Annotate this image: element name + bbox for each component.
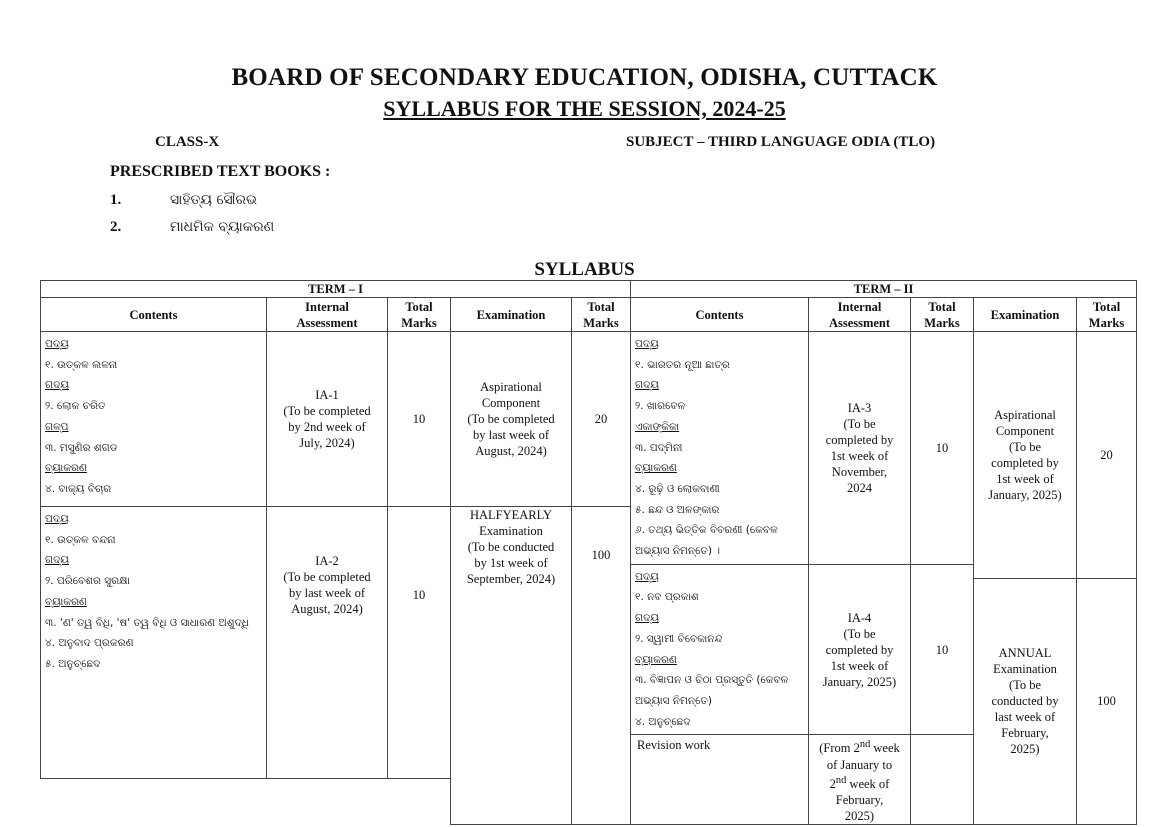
revision-text-c: week of February, 2025): [835, 776, 890, 823]
section-heading: ବ୍ୟାକରଣ: [45, 462, 87, 475]
t2-ia3-cell: IA-3 (To be completed by 1st week of November, 2024: [809, 332, 911, 565]
chapter-item: ୨. ସ୍ୱାମୀ ବିବେକାନନ୍ଦ: [635, 632, 723, 645]
t2-ia4-marks: 10: [911, 564, 974, 735]
term2-header: TERM – II: [631, 281, 1137, 298]
t1-aspirational-marks: 20: [572, 332, 631, 507]
syllabus-table: [40, 280, 1137, 825]
t1-examination-header: Examination: [451, 298, 572, 332]
book-item: [110, 192, 257, 209]
chapter-item: ୪. ରୂଢ଼ି ଓ ଲୋକବାଣୀ: [635, 482, 720, 495]
chapter-item: ୨. ଲୋକ ଚରିତ: [45, 400, 106, 413]
t2-aspirational-marks: 20: [1077, 332, 1137, 579]
chapter-item: ୨. ଖାରବେଳ: [635, 400, 686, 413]
section-heading: ପଦ୍ୟ: [635, 338, 659, 350]
chapter-item: ୨. ପରିବେଶର ସୁରକ୍ଷା: [45, 575, 130, 588]
chapter-item: ୩. 'ଣ' ତ୍ୱ ବିଧି, 'ଷ' ତ୍ୱ ବିଧି ଓ ସାଧାରଣ ଅଶୁଦ୍ଧି: [45, 616, 249, 629]
chapter-item: ୧. ଉତ୍କଳ ବନ୍ଦନା: [45, 533, 116, 546]
t1-block1-contents: [41, 332, 267, 507]
t2-revision-work: Revision work: [631, 735, 809, 824]
section-heading: ପଦ୍ୟ: [635, 570, 659, 583]
chapter-item: ୩. ପଦ୍ମିନୀ: [635, 441, 683, 454]
chapter-item: ୪. ବାକ୍ୟ ବିଚାର: [45, 482, 112, 495]
section-heading: ପଦ୍ୟ: [45, 513, 69, 525]
section-heading: ପଦ୍ୟ: [45, 338, 69, 350]
section-heading: ବ୍ୟାକରଣ: [45, 595, 87, 608]
revision-text-a: (From 2: [819, 741, 860, 756]
t1-block2-contents: [41, 507, 267, 779]
t2-internal-header: Internal Assessment: [809, 298, 911, 332]
book-number: 2.: [110, 219, 122, 235]
syllabus-table-container: [40, 280, 1136, 823]
t2-total-marks-header: Total Marks: [911, 298, 974, 332]
t1-aspirational-cell: Aspirational Component (To be completed by last week of August, 2024): [451, 332, 572, 507]
t2-revision-marks: [911, 735, 974, 824]
board-title: BOARD OF SECONDARY EDUCATION, ODISHA, CUTTACK: [231, 64, 938, 91]
t1-total-marks-header: Total Marks: [388, 298, 451, 332]
t1-exam-marks-header: Total Marks: [572, 298, 631, 332]
section-heading: ବ୍ୟାକରଣ: [635, 462, 677, 475]
t1-ia1-marks: 10: [388, 332, 451, 507]
t2-block2-contents: [631, 564, 809, 735]
section-heading: ଗଦ୍ୟ: [635, 612, 659, 625]
class-label: CLASS-X: [155, 134, 220, 150]
revision-sup-b: nd: [835, 774, 847, 786]
chapter-item: ୫. ଛନ୍ଦ ଓ ଅଳଙ୍କାର: [635, 503, 720, 516]
t2-exam-marks-header: Total Marks: [1077, 298, 1137, 332]
t2-annual-marks: 100: [1077, 578, 1137, 824]
t1-ia2-cell: IA-2 (To be completed by last week of August, 2024): [267, 507, 388, 779]
chapter-item: ୫. ଅନୁଚ୍ଛେଦ: [45, 657, 101, 670]
subject-label: SUBJECT – THIRD LANGUAGE ODIA (TLO): [626, 134, 936, 150]
revision-text-b: week of January to 2: [826, 741, 900, 791]
chapter-item: ୪. ଅନୁବାଦ ପ୍ରକରଣ: [45, 637, 134, 650]
t2-ia4-cell: IA-4 (To be completed by 1st week of January, 2025): [809, 564, 911, 735]
section-heading: ଗଦ୍ୟ: [45, 554, 69, 567]
t2-block1-contents: [631, 332, 809, 565]
chapter-item: ଅଭ୍ୟାସ ନିମନ୍ତେ) ।: [635, 545, 721, 558]
session-title: SYLLABUS FOR THE SESSION, 2024-25: [383, 96, 786, 121]
t2-ia3-marks: 10: [911, 332, 974, 565]
revision-sup-a: nd: [859, 739, 871, 751]
chapter-item: ୬. ତଥ୍ୟ ଭିତ୍ତିକ ବିବରଣୀ (କେବଳ: [635, 524, 778, 537]
book-item: [110, 219, 274, 236]
section-heading: ବ୍ୟାକରଣ: [635, 653, 677, 666]
t1-halfyearly-marks: 100: [572, 507, 631, 825]
prescribed-books-label: PRESCRIBED TEXT BOOKS :: [110, 163, 331, 180]
chapter-item: ୧. ଭାରତର ନୂଆ ଛାତ୍ର: [635, 358, 730, 371]
t1-contents-header: Contents: [41, 298, 267, 332]
t1-internal-header: Internal Assessment: [267, 298, 388, 332]
t2-aspirational-cell: Aspirational Component (To be completed by 1st week of January, 2025): [974, 332, 1077, 579]
chapter-item: ୩. ବିଜ୍ଞାପନ ଓ ଚିଠା ପ୍ରସ୍ତୁତି (କେବଳ: [635, 674, 789, 687]
t1-ia1-cell: IA-1 (To be completed by 2nd week of July, 2024): [267, 332, 388, 507]
t1-halfyearly-cell: HALFYEARLY Examination (To be conducted by 1st week of September, 2024): [451, 507, 572, 825]
chapter-item: ଅଭ୍ୟାସ ନିମନ୍ତେ): [635, 694, 712, 707]
book-number: 1.: [110, 192, 122, 208]
chapter-item: ୪. ଅନୁଚ୍ଛେଦ: [635, 715, 691, 728]
book-name: ମାଧମିକ ବ୍ୟାକରଣ: [170, 219, 275, 235]
section-heading: ଏକାଙ୍କିକା: [635, 420, 680, 433]
term1-header: TERM – I: [41, 281, 631, 298]
t2-revision-period: [809, 735, 911, 824]
book-name: ସାହିତ୍ୟ ସୌରଭ: [170, 192, 258, 208]
section-heading: ଗଦ୍ୟ: [45, 379, 69, 392]
chapter-item: ୩. ମସୁଣିର ଶଗଡ: [45, 441, 118, 454]
t2-contents-header: Contents: [631, 298, 809, 332]
syllabus-heading: SYLLABUS: [534, 259, 635, 280]
section-heading: ଗଦ୍ୟ: [635, 379, 659, 392]
t1-ia2-marks: 10: [388, 507, 451, 779]
chapter-item: ୧. ଉତ୍କଳ ଲଳନା: [45, 358, 118, 371]
t2-annual-cell: ANNUAL Examination (To be conducted by last week of February, 2025): [974, 578, 1077, 824]
chapter-item: ୧. ନବ ପ୍ରକାଶ: [635, 591, 699, 604]
section-heading: ଗଳ୍ପ: [45, 420, 69, 433]
t2-examination-header: Examination: [974, 298, 1077, 332]
